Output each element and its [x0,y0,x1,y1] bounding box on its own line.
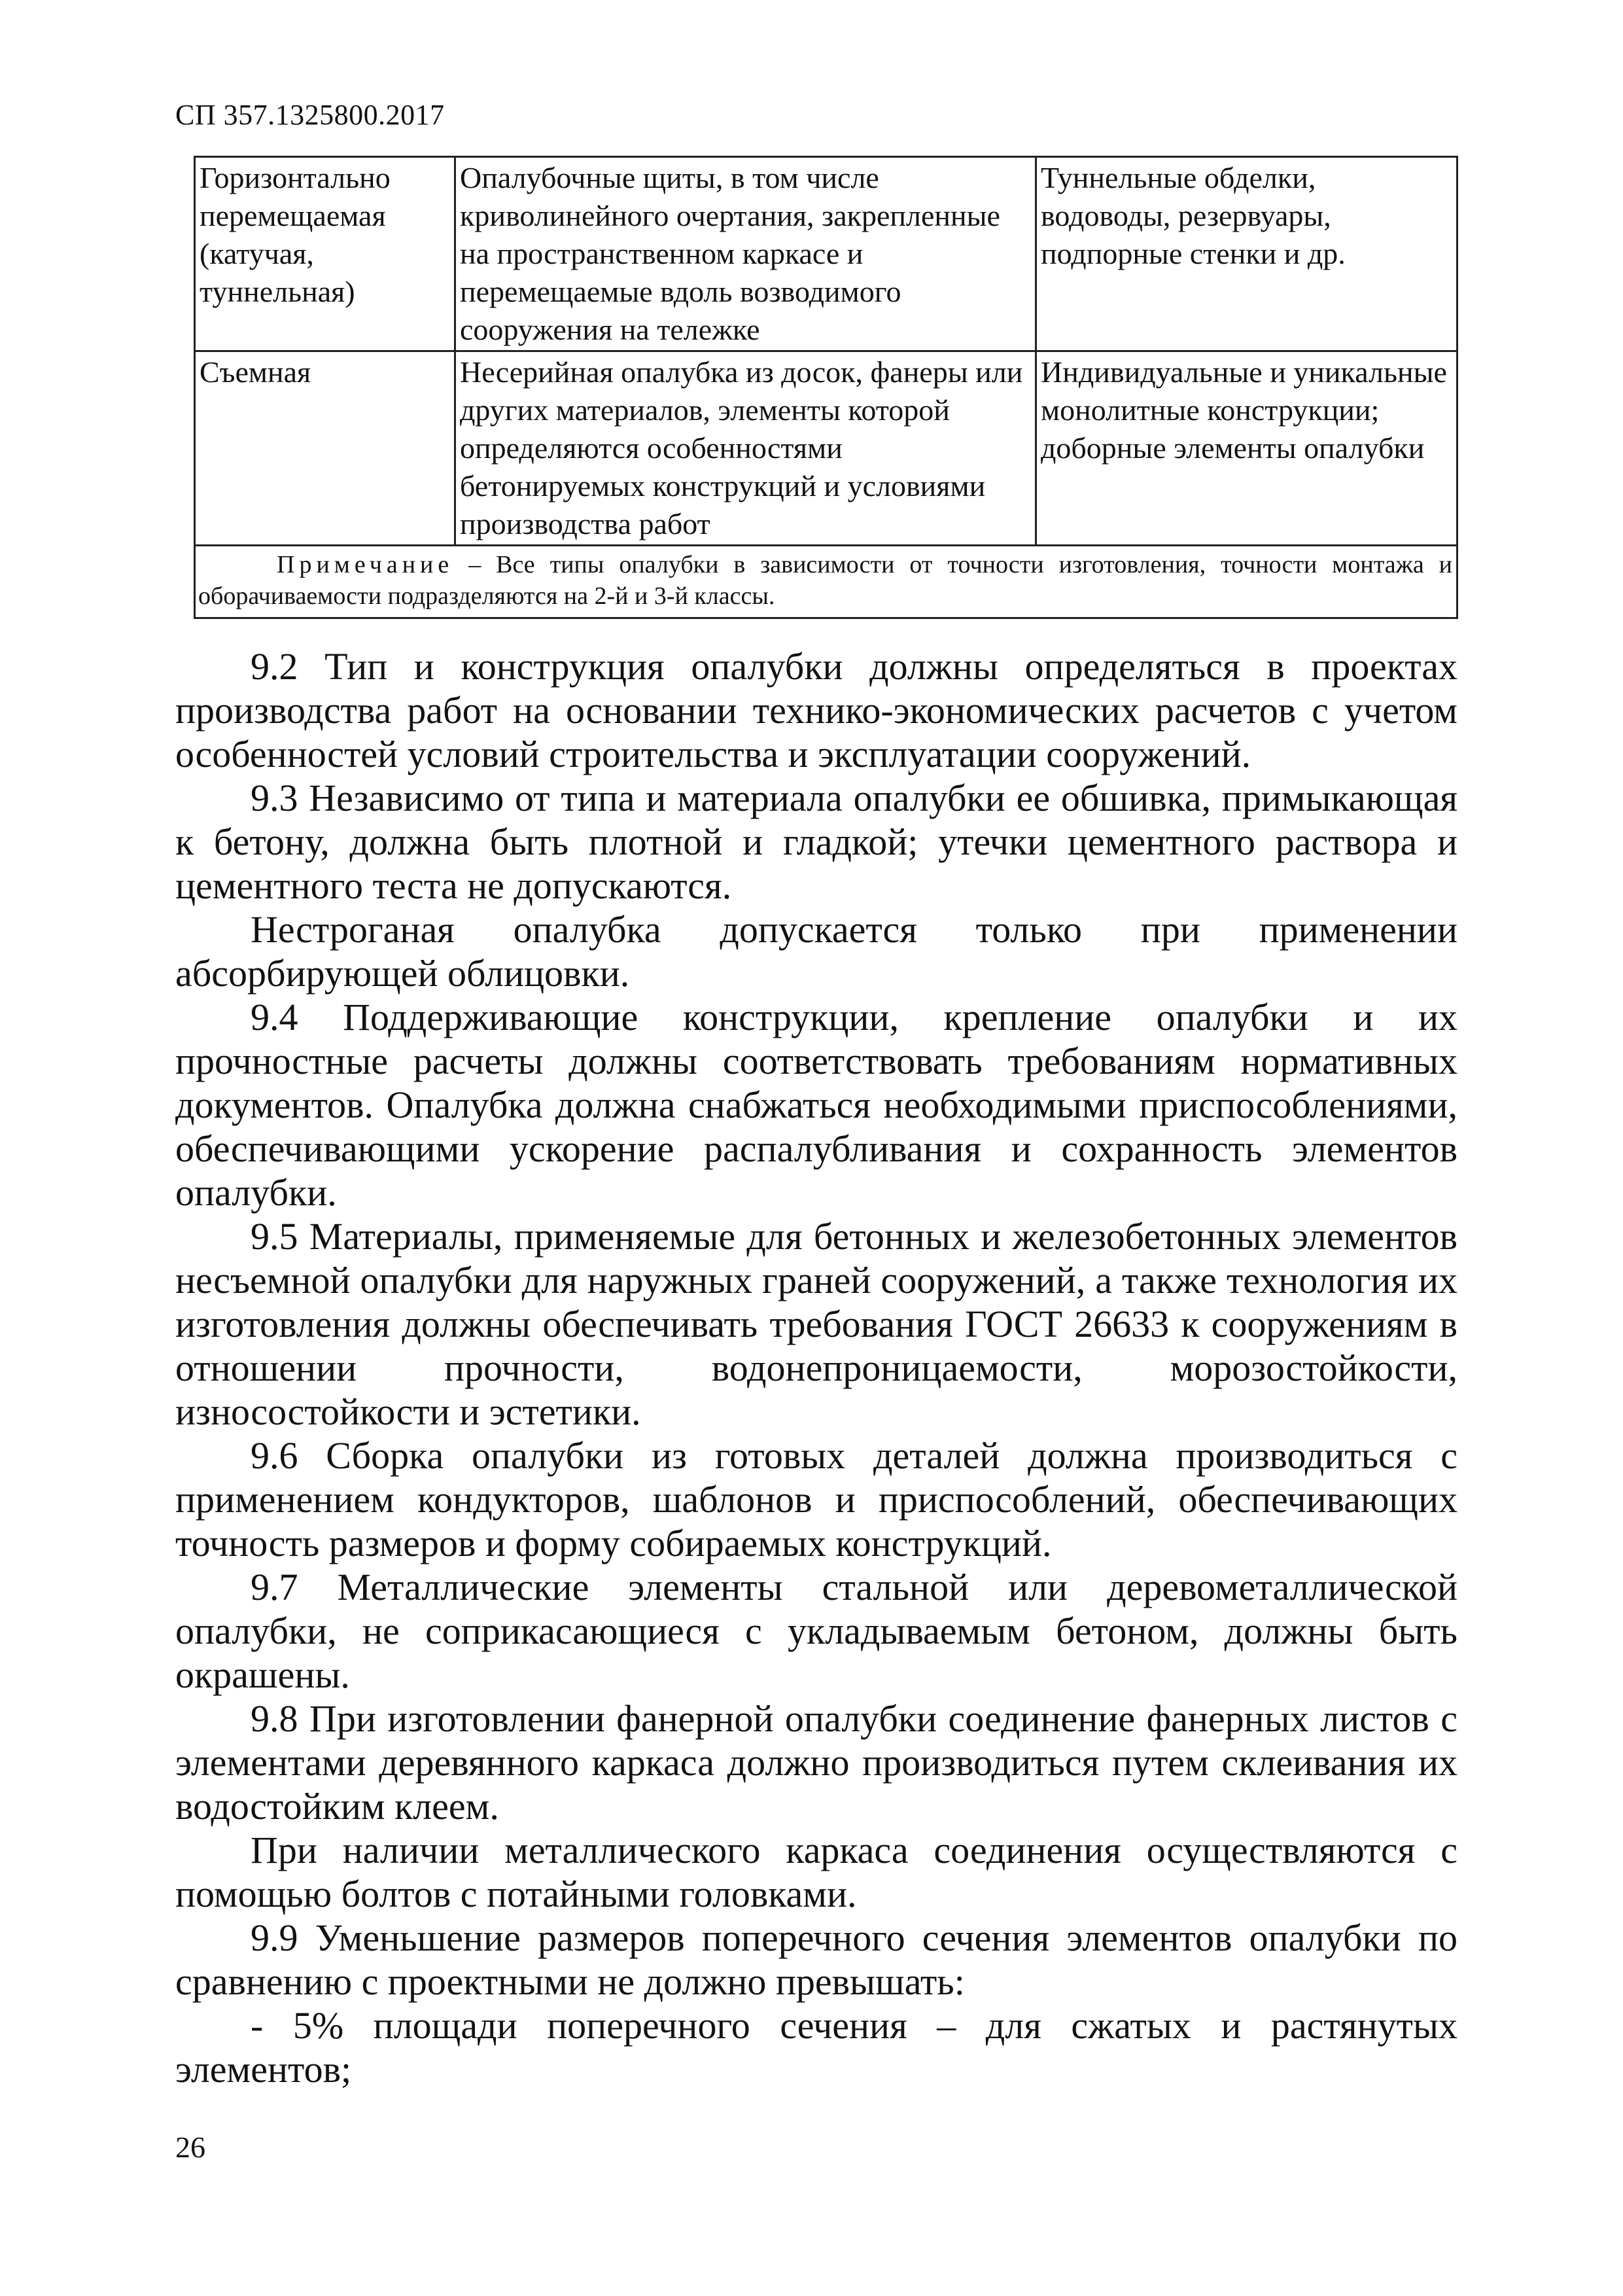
paragraph-9-8: 9.8 При изготовлении фанерной опалубки соединение фанерных листов с элементами деревянного каркаса должно производиться путем склеивания их водостойким клеем. [175,1697,1457,1828]
body-text [175,645,1457,2091]
paragraph-9-9: 9.9 Уменьшение размеров поперечного сечения элементов опалубки по сравнению с проектными не должно превышать: [175,1916,1457,2003]
cell-formwork-type: Горизонтально перемещаемая (катучая, туннельная) [195,157,455,351]
cell-formwork-description: Несерийная опалубка из досок, фанеры или других материалов, элементы которой определяются особенностями бетонируемых конструкций и условиями производства работ [455,351,1036,546]
note-text: – Все типы опалубки в зависимости от точности изготовления, точности монтажа и оборачиваемости подразделяются на 2-й и 3-й классы. [198,551,1453,610]
document-code-header: СП 357.1325800.2017 [175,99,445,131]
table-note [195,546,1457,618]
paragraph-9-6: 9.6 Сборка опалубки из готовых деталей должна производиться с применением кондукторов, шаблонов и приспособлений, обеспечивающих точность размеров и форму собираемых конструкций. [175,1434,1457,1564]
formwork-types-table [194,156,1456,619]
formwork-table [194,156,1458,619]
list-item-5-percent: - 5% площади поперечного сечения – для сжатых и растянутых элементов; [175,2004,1457,2091]
paragraph-9-4: 9.4 Поддерживающие конструкции, крепление опалубки и их прочностные расчеты должны соответствовать требованиям нормативных документов. Опалубка должна снабжаться необходимыми приспособлениями, обеспечивающими ускорение распалубливания и сохранность элементов опалубки. [175,996,1457,1214]
table-row [195,351,1457,546]
table-row [195,157,1457,351]
cell-formwork-application: Индивидуальные и уникальные монолитные конструкции; доборные элементы опалубки [1036,351,1457,546]
paragraph-9-5: 9.5 Материалы, применяемые для бетонных и железобетонных элементов несъемной опалубки для наружных граней сооружений, а также технология их изготовления должны обеспечивать требования ГОСТ 26633 к сооружениям в отношении прочности, водонепроницаемости, морозостойкости, износостойкости и эстетики. [175,1215,1457,1433]
table-note-row [195,546,1457,618]
paragraph-9-7: 9.7 Металлические элементы стальной или деревометаллической опалубки, не соприкасающиеся с укладываемым бетоном, должны быть окрашены. [175,1566,1457,1696]
paragraph-9-2: 9.2 Тип и конструкция опалубки должны определяться в проектах производства работ на основании технико-экономических расчетов с учетом особенностей условий строительства и эксплуатации сооружений. [175,645,1457,775]
paragraph-metal-frame: При наличии металлического каркаса соединения осуществляются с помощью болтов с потайными головками. [175,1829,1457,1915]
cell-formwork-type: Съемная [195,351,455,546]
paragraph-9-3: 9.3 Независимо от типа и материала опалубки ее обшивка, примыкающая к бетону, должна быть плотной и гладкой; утечки цементного раствора и цементного теста не допускаются. [175,777,1457,907]
note-label: Примечание [277,551,454,578]
cell-formwork-description: Опалубочные щиты, в том числе криволинейного очертания, закрепленные на пространственном каркасе и перемещаемые вдоль возводимого сооружения на тележке [455,157,1036,351]
paragraph-unplaned-formwork: Нестроганая опалубка допускается только при применении абсорбирующей облицовки. [175,908,1457,995]
cell-formwork-application: Туннельные обделки, водоводы, резервуары, подпорные стенки и др. [1036,157,1457,351]
page-number: 26 [175,2130,205,2164]
